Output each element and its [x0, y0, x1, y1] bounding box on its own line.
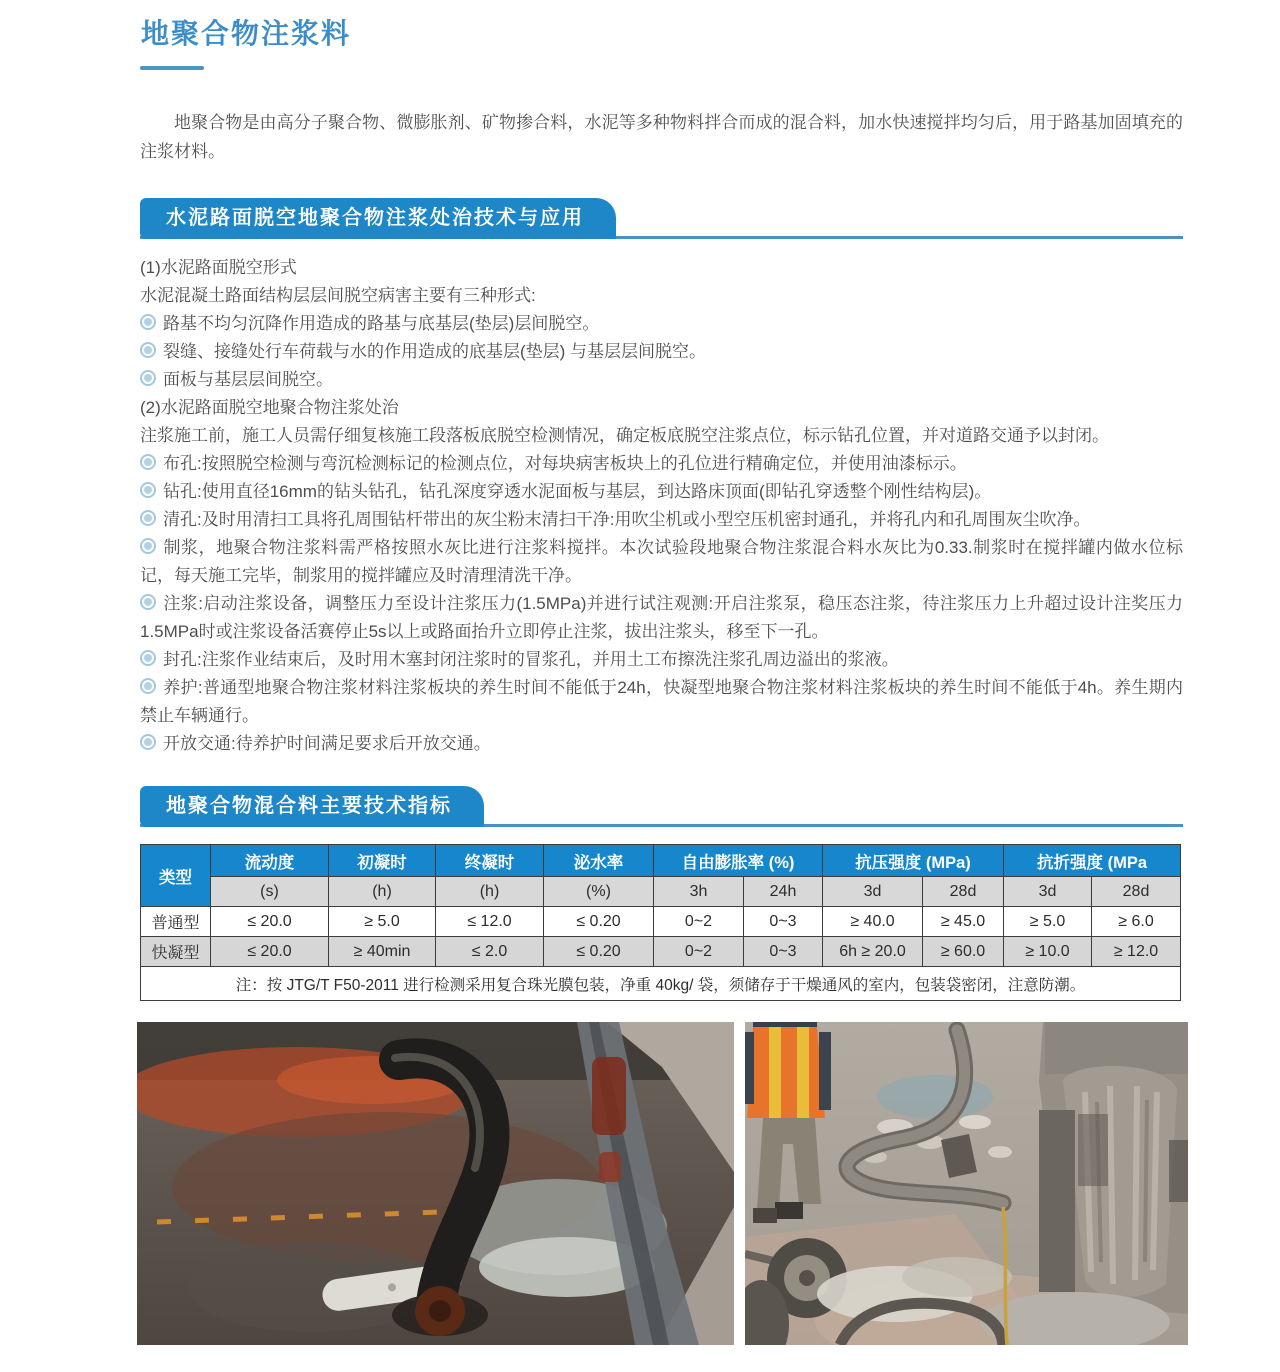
- spec-value-cell: 0~3: [744, 907, 823, 937]
- procedure-paragraph: [140, 450, 1183, 478]
- paragraph-text: 钻孔:使用直径16mm的钻头钻孔，钻孔深度穿透水泥面板与基层，到达路床顶面(即钻孔穿透整个刚性结构层)。: [163, 482, 992, 501]
- table-group-header: 自由膨胀率 (%): [654, 845, 823, 877]
- table-sub-header: 3h: [654, 877, 744, 907]
- technical-specs-table: [140, 844, 1181, 1001]
- procedure-paragraph: [140, 646, 1183, 674]
- procedure-paragraph: [140, 394, 1183, 422]
- spec-value-cell: ≤ 20.0: [211, 907, 329, 937]
- paragraph-text: 封孔:注浆作业结束后，及时用木塞封闭注浆时的冒浆孔，并用土工布擦洗注浆孔周边溢出的浆液。: [163, 650, 899, 669]
- spec-value-cell: ≥ 12.0: [1092, 937, 1181, 967]
- table-group-header: 泌水率: [544, 845, 654, 877]
- table-sub-header: 28d: [1092, 877, 1181, 907]
- paragraph-text: 注浆:启动注浆设备，调整压力至设计注浆压力(1.5MPa)并进行试注观测:开启注浆泵，稳压态注浆，待注浆压力上升超过设计注奖压力1.5MPa时或注浆设备活赛停止5s以上或路面抬升立即停止注浆，拔出注浆头，移至下一孔。: [140, 594, 1183, 641]
- spec-value-cell: ≥ 60.0: [923, 937, 1004, 967]
- table-group-header: 初凝时: [329, 845, 436, 877]
- procedure-paragraph: [140, 674, 1183, 730]
- spec-value-cell: 6h ≥ 20.0: [823, 937, 923, 967]
- paragraph-text: (2)水泥路面脱空地聚合物注浆处治: [140, 398, 399, 417]
- procedure-paragraph: [140, 422, 1183, 450]
- table-sub-header: 28d: [923, 877, 1004, 907]
- paragraph-text: 路基不均匀沉降作用造成的路基与底基层(垫层)层间脱空。: [163, 314, 600, 333]
- spec-value-cell: ≥ 6.0: [1092, 907, 1181, 937]
- worksite-photo-art: [745, 1022, 1188, 1345]
- circle-bullet-icon: [140, 454, 156, 470]
- table-corner-header: 类型: [141, 845, 211, 907]
- paragraph-text: 布孔:按照脱空检测与弯沉检测标记的检测点位，对每块病害板块上的孔位进行精确定位，并使用油漆标示。: [163, 454, 967, 473]
- spec-value-cell: ≥ 5.0: [329, 907, 436, 937]
- table-sub-header: 3d: [1004, 877, 1092, 907]
- paragraph-text: 养护:普通型地聚合物注浆材料注浆板块的养生时间不能低于24h，快凝型地聚合物注浆材料注浆板块的养生时间不能低于4h。养生期内禁止车辆通行。: [140, 678, 1183, 725]
- procedure-paragraph: [140, 590, 1183, 646]
- pavement-grouting-hose-photo: [137, 1022, 734, 1345]
- grouting-equipment-worker-photo: [745, 1022, 1188, 1345]
- spec-value-cell: ≤ 0.20: [544, 907, 654, 937]
- procedure-paragraph: [140, 338, 1183, 366]
- circle-bullet-icon: [140, 594, 156, 610]
- paragraph-text: 水泥混凝土路面结构层层间脱空病害主要有三种形式:: [140, 286, 536, 305]
- row-type-label: 快凝型: [141, 937, 211, 967]
- table-group-header: 抗折强度 (MPa: [1004, 845, 1181, 877]
- spec-value-cell: ≥ 5.0: [1004, 907, 1092, 937]
- procedure-paragraph: [140, 254, 1183, 282]
- spec-value-cell: 0~2: [654, 907, 744, 937]
- paragraph-text: 清孔:及时用清扫工具将孔周围钻杆带出的灰尘粉末清扫干净:用吹尘机或小型空压机密封通孔，并将孔内和孔周围灰尘吹净。: [163, 510, 1091, 529]
- circle-bullet-icon: [140, 510, 156, 526]
- table-row: [141, 937, 1181, 967]
- procedure-paragraph: [140, 310, 1183, 338]
- table-group-header: 终凝时: [436, 845, 544, 877]
- circle-bullet-icon: [140, 678, 156, 694]
- title-underline-dash: [140, 66, 204, 70]
- procedure-paragraph: [140, 282, 1183, 310]
- table-group-header: 流动度: [211, 845, 329, 877]
- procedure-paragraph: [140, 506, 1183, 534]
- procedure-text-block: [140, 254, 1183, 758]
- circle-bullet-icon: [140, 650, 156, 666]
- pavement-photo-art: [137, 1022, 734, 1345]
- intro-paragraph: 地聚合物是由高分子聚合物、微膨胀剂、矿物掺合料，水泥等多种物料拌合而成的混合料，加水快速搅拌均匀后，用于路基加固填充的注浆材料。: [140, 113, 1183, 161]
- circle-bullet-icon: [140, 342, 156, 358]
- page-title: 地聚合物注浆料: [141, 18, 352, 49]
- table-sub-header: 24h: [744, 877, 823, 907]
- spec-value-cell: ≥ 40min: [329, 937, 436, 967]
- section-heading-specs: 地聚合物混合料主要技术指标: [140, 786, 484, 827]
- spec-value-cell: ≤ 2.0: [436, 937, 544, 967]
- spec-value-cell: ≤ 12.0: [436, 907, 544, 937]
- table-sub-header: 3d: [823, 877, 923, 907]
- spec-value-cell: 0~3: [744, 937, 823, 967]
- table-sub-header: (h): [436, 877, 544, 907]
- procedure-paragraph: [140, 366, 1183, 394]
- table-note: 注：按 JTG/T F50-2011 进行检测采用复合珠光膜包装，净重 40kg/ 袋，须储存于干燥通风的室内，包装袋密闭，注意防潮。: [141, 967, 1181, 1001]
- table-sub-header: (s): [211, 877, 329, 907]
- spec-value-cell: ≤ 20.0: [211, 937, 329, 967]
- paragraph-text: 注浆施工前，施工人员需仔细复核施工段落板底脱空检测情况，确定板底脱空注浆点位，标示钻孔位置，并对道路交通予以封闭。: [140, 426, 1109, 445]
- paragraph-text: (1)水泥路面脱空形式: [140, 258, 297, 277]
- circle-bullet-icon: [140, 482, 156, 498]
- paragraph-text: 开放交通:待养护时间满足要求后开放交通。: [163, 734, 491, 753]
- spec-value-cell: 0~2: [654, 937, 744, 967]
- paragraph-text: 裂缝、接缝处行车荷载与水的作用造成的底基层(垫层) 与基层层间脱空。: [163, 342, 707, 361]
- table-row: [141, 907, 1181, 937]
- paragraph-text: 制浆，地聚合物注浆料需严格按照水灰比进行注浆料搅拌。本次试验段地聚合物注浆混合料水灰比为0.33.制浆时在搅拌罐内做水位标记，每天施工完毕，制浆用的搅拌罐应及时清理清洗干净。: [140, 538, 1183, 585]
- row-type-label: 普通型: [141, 907, 211, 937]
- paragraph-text: 面板与基层层间脱空。: [163, 370, 333, 389]
- spec-value-cell: ≥ 45.0: [923, 907, 1004, 937]
- table-sub-header: (h): [329, 877, 436, 907]
- section-heading-technique: 水泥路面脱空地聚合物注浆处治技术与应用: [140, 198, 616, 239]
- circle-bullet-icon: [140, 314, 156, 330]
- table-group-header: 抗压强度 (MPa): [823, 845, 1004, 877]
- procedure-paragraph: [140, 534, 1183, 590]
- table-note-row: [141, 967, 1181, 1001]
- table-sub-header: (%): [544, 877, 654, 907]
- circle-bullet-icon: [140, 370, 156, 386]
- procedure-paragraph: [140, 478, 1183, 506]
- spec-value-cell: ≥ 40.0: [823, 907, 923, 937]
- circle-bullet-icon: [140, 538, 156, 554]
- circle-bullet-icon: [140, 734, 156, 750]
- spec-value-cell: ≥ 10.0: [1004, 937, 1092, 967]
- procedure-paragraph: [140, 730, 1183, 758]
- spec-value-cell: ≤ 0.20: [544, 937, 654, 967]
